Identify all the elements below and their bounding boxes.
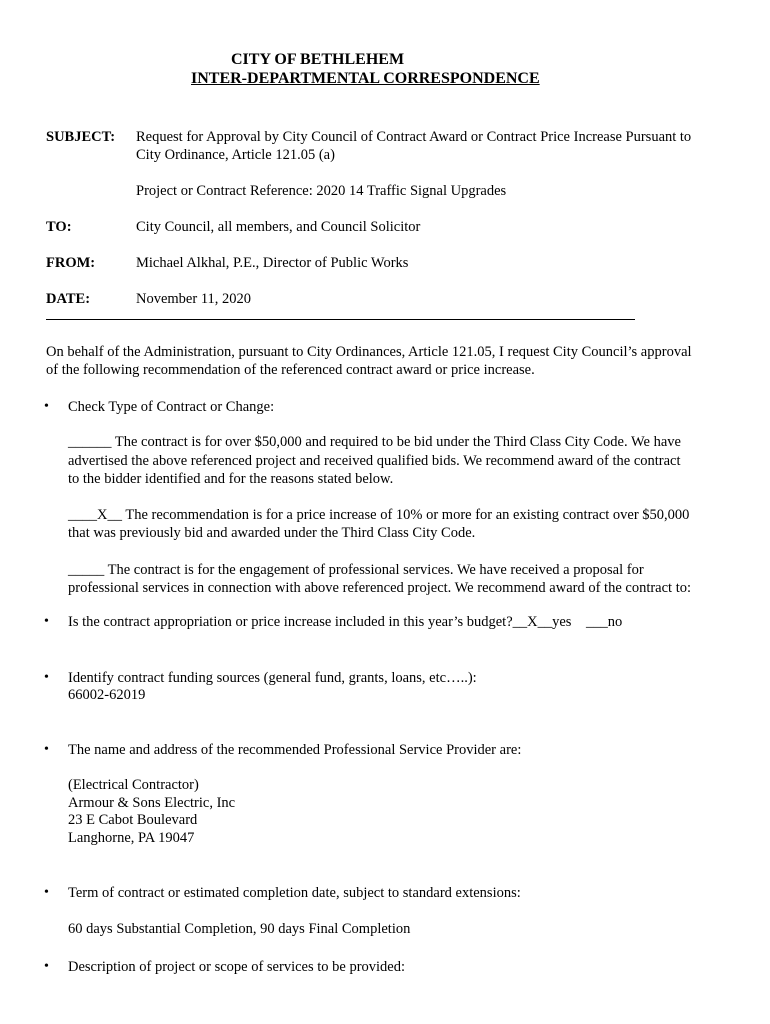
intro-line2: of the following recommendation of the referenced contract award or price increase. <box>46 362 535 378</box>
option-professional-checkbox[interactable]: _____ <box>68 562 105 578</box>
scope-heading: Description of project or scope of services to be provided: <box>68 959 406 975</box>
option-professional-line1: _____ The contract is for the engagement of professional services. We have received a proposal for <box>68 562 644 578</box>
budget-yes-label: yes <box>552 614 572 630</box>
budget-no-label: no <box>607 614 623 630</box>
bullet-funding: • <box>44 670 49 685</box>
contract-type-heading: Check Type of Contract or Change: <box>68 399 275 415</box>
bullet-contract-type: • <box>44 399 49 414</box>
subject-label: SUBJECT: <box>46 129 116 145</box>
budget-question: Is the contract appropriation or price increase included in this year’s budget?__X__yes ___no <box>68 614 623 630</box>
bullet-provider: • <box>44 742 49 757</box>
option-price-increase-checkbox[interactable]: ____X__ <box>68 507 122 523</box>
bullet-term: • <box>44 885 49 900</box>
option-bid-line1: ______ The contract is for over $50,000 and required to be bid under the Third Class City Code. We have <box>68 434 681 450</box>
option-bid-checkbox[interactable]: ______ <box>68 434 112 450</box>
date-label: DATE: <box>46 291 91 307</box>
to-label: TO: <box>46 219 72 235</box>
org-name: CITY OF BETHLEHEM <box>231 51 405 68</box>
budget-yes-mark[interactable]: __X__ <box>512 614 553 630</box>
intro-line1: On behalf of the Administration, pursuant to City Ordinances, Article 121.05, I request City Council’s approval <box>46 344 692 360</box>
funding-value: 66002-62019 <box>68 687 146 703</box>
provider-line4: Langhorne, PA 19047 <box>68 830 195 846</box>
from-value: Michael Alkhal, P.E., Director of Public Works <box>136 255 409 271</box>
subject-text-line1: Request for Approval by City Council of Contract Award or Contract Price Increase Pursuant to <box>136 129 692 145</box>
term-heading: Term of contract or estimated completion date, subject to standard extensions: <box>68 885 521 901</box>
date-value: November 11, 2020 <box>136 291 252 307</box>
term-value: 60 days Substantial Completion, 90 days Final Completion <box>68 921 411 937</box>
project-reference: Project or Contract Reference: 2020 14 Traffic Signal Upgrades <box>136 183 507 199</box>
header-divider <box>46 319 635 320</box>
option-price-increase-line1: ____X__ The recommendation is for a price increase of 10% or more for an existing contract over $50,000 <box>68 507 690 523</box>
provider-line2: Armour & Sons Electric, Inc <box>68 795 236 811</box>
option-price-increase-line2: that was previously bid and awarded under the Third Class City Code. <box>68 525 476 541</box>
to-value: City Council, all members, and Council Solicitor <box>136 219 421 235</box>
provider-line1: (Electrical Contractor) <box>68 777 199 793</box>
bullet-scope: • <box>44 959 49 974</box>
option-bid-line3: to the bidder identified and for the reasons stated below. <box>68 471 394 487</box>
funding-question: Identify contract funding sources (general fund, grants, loans, etc…..): <box>68 670 477 686</box>
document-type-title: INTER-DEPARTMENTAL CORRESPONDENCE <box>191 70 540 87</box>
option-bid-line2: advertised the above referenced project and received qualified bids. We recommend award of the contract <box>68 453 681 469</box>
subject-text-line2: City Ordinance, Article 121.05 (a) <box>136 147 335 163</box>
provider-line3: 23 E Cabot Boulevard <box>68 812 198 828</box>
from-label: FROM: <box>46 255 96 271</box>
option-professional-line2: professional services in connection with above referenced project. We recommend award of the contract to: <box>68 580 692 596</box>
provider-heading: The name and address of the recommended Professional Service Provider are: <box>68 742 522 758</box>
budget-no-mark[interactable]: ___ <box>585 614 608 630</box>
bullet-budget: • <box>44 614 49 629</box>
